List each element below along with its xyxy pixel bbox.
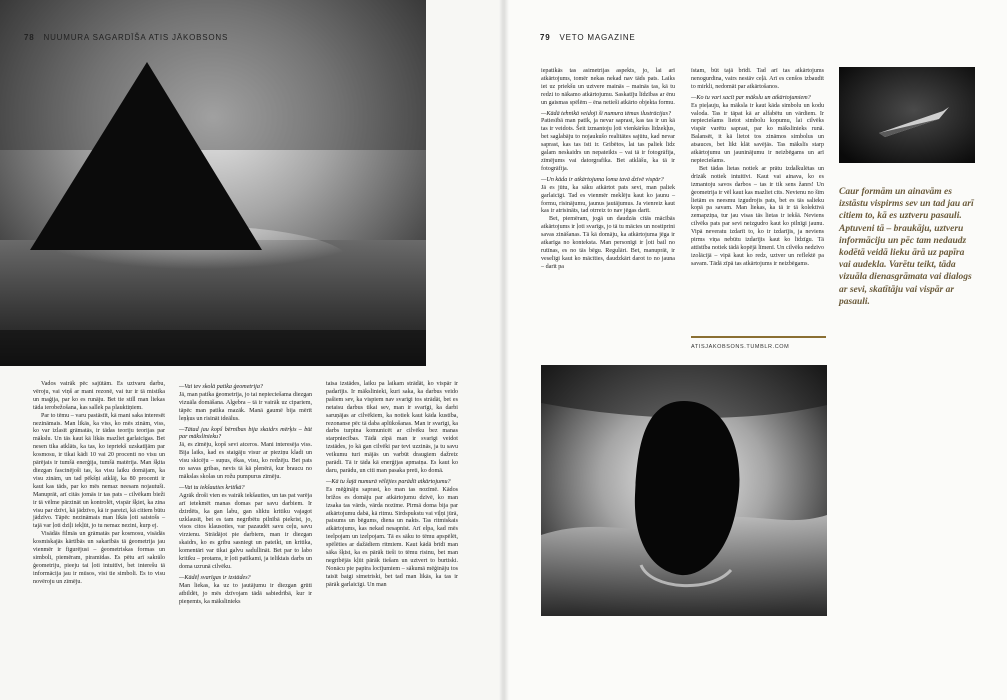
- interview-question: —Vai tev skolā patika ģeometrija?: [179, 384, 263, 390]
- bottom-image-void: [541, 365, 827, 616]
- text-column-1: [33, 381, 165, 587]
- paragraph: Jā, man patika ģeometrija, jo tai nepieciešama diezgan vizuāla domāšana. Algebra – tā ir vairāk uz cipariem, tāpēc man patika mazāk. Manā gaumē bija mērīt leņķus un risināt ideālus.: [179, 391, 312, 422]
- paragraph: Man liekas, ka uz to jautājumu ir diezgan grūti atbildēt, jo mēs dzīvojam tādā sabiedrībā, kur ir pieņemts, ka mākslinieks: [179, 582, 312, 605]
- interview-question: —Kādēļ svarīgas ir izstādes?: [179, 574, 251, 581]
- shard-photo-svg: [839, 67, 975, 163]
- right-folio: [540, 33, 636, 42]
- left-running-head: NUUMURA SAGARDĪŠA ATIS JĀKOBSONS: [43, 33, 229, 42]
- hero-image-triangle: [0, 0, 426, 366]
- paragraph: Vados vairāk pēc sajūtām. Es uztvaru darbu, vēroju, vai viņš ar mani rezonē, vai tur ir tā mistika un maģija, par ko es runāju. Bet tie still man liekas tāda ierobežošana, kas sallek pa plauktiņiem.: [33, 381, 165, 411]
- thumbnail-image-shard: [839, 67, 975, 163]
- text-column-5: [691, 68, 824, 269]
- triangle-photo-svg: [0, 0, 426, 366]
- pull-quote: Caur formām un ainavām es izstāstu vispirms sev un tad jau arī citiem to, kā es uztveru pasauli. Aptuveni tā – braukāju, uztveru informāciju un pēc tam nedaudz kodētā veidā lieku ārā uz papīra vai audekla. Varētu teikt, tāda vizuāla dienasgrāmata vai dialogs ar sevi, skatītāju vai vispār ar pasauli.: [839, 187, 974, 307]
- interview-question: —Kā tu šajā numurā vēlējies parādīt atkārtojumu?: [326, 478, 451, 485]
- paragraph: Agrāk droši vien es vairāk iekšauties, un tas pat varēja arī ietekmēt manas domas par savu darbiem. Ir dzirdēts, ka gan labu, gan sliktu kritiku vajagot uzklausīt, bet es tam negribētu pilnībā piekrist, jo, visos citos klausoties, var pazaudēt savu ceļu, savu virzienu. Strādājot pie darbiem, man ir diezgan skaidrs, ko es gribu sasniegt un pateikt, un kritika, komentāri var tikai galvu sadullināt. Bet par to labo kritiku – protams, ir ļoti patīkami, ja ieliktais darbs un doma uzrunā cilvēku.: [179, 492, 312, 570]
- interview-question: —Kādā tehnikā veidoji šī numura tēmas ilustrācijas?: [541, 110, 671, 117]
- artist-url: ATISJAKOBSONS.TUMBLR.COM: [691, 336, 826, 350]
- paragraph: Bet tādas lietas notiek ar prātu izdalkulētas un drīzāk notiek intuitīvi. Kaut vai ainava, ko es izmantoju savos darbos – tas ir tik sens žanrs! Un ģeometrija ir vēl kaut kas mazliet cits. Nevienu no šīm lietām es neesmu izgudrojis pats, bet es tās salieku kopā pa savam. Man liekas, ka tā ir tā kolektīvā zemapziņa, tur jau visas tās lietas ir iekšā. Neviens cilvēks pats par sevi neizgudro kaut ko pilnīgi jaunu. Vipā neveratu izdarīt to, ko ir izdarījis, ja neviens pirms viņa nebūtu izdarījis kaut ko līdzīgu. Tā attīstība notiek tādā kopējā līmenī. Un cilvēks nedzīvo izolācijā – vipā kaut ko redz, uztver un reflektē pa savam. Tādā zīpā tas atkārtojums ir neizbēgams.: [691, 165, 825, 267]
- paragraph: Jā, es zīmēju, kopš sevi atceros. Mani interesēja viss. Bija laiks, kad es staigāju visur ar pieziņu kladi un visu skicēju – suņus, ēkas, visu, ko redzēju. Bet pats no savas gribas, nevis tā kā plenērā, kur braucu no mākslas skolas un rožu pumpurus zīmēju.: [179, 442, 312, 480]
- text-column-3: [326, 381, 458, 590]
- interview-question: —Un kāda ir atkārtojuma loma tavā dzīvē vispār?: [541, 176, 664, 183]
- interview-question: —Vai tu iekšauties kritikā?: [179, 484, 245, 491]
- paragraph: Patiesībā man patīk, ja nevar saprast, kas tas ir un kā tas ir veidots. Šeit izmantoju ļoti vienkāršus līdzekļus, bet saglabāju to nojaukušo realitātes sajūtu, kad nevar saprast, kas tas īsti ir. Gribētos, lai tas paliek līdz galam neskaidrs un nepateikts – vai tā ir fotogrāfija, zīmējums vai datorgrafika. Bet atklāšu, ka tā ir fotogrāfija.: [541, 118, 675, 172]
- paragraph: Par to tēmu – varu pastāstīt, kā mani saka interesēt nezināmais. Man likās, ka viss, ko mēs zinām, viss, ko var izlasīt grāmatās, ir tādas teoriju teorijas par mākslu. Un tās kaut kā likās mazliet garlaicīgas. Bet nesen tika atklāts, ka tas, ko iepriekš uzskatījām par kosmosu, ir tikai kādi 10 vai 20 procenti no visu un pārējais ir tumšā enerģija, tumšā matērija. Man šķita diezgan fascinējoši tas, ka visu laiku domājam, ka visu zinām, un tad pēkšņi atklāj, ka 80 procenti ir kaut kas tāds, par ko mēs nemaz neesam nojautuši. Manuprāt, arī citās jomās ir tas pats – cilvēkam bieži ir tā vēlme pārzināt un kontrolēt, vispār šķiet, ka zina visu par dzīvi, kā jādzīvo, kā ir pareizi, kā citiem būtu jādzīvo. Tāpēc nezināmais man likās ļoti saistošs – tajā var ļoti dziļi iekļūt, jo tu nemaz nezini, kurp ej.: [33, 412, 165, 530]
- paragraph: Jā es jūtu, ka sāku atkārtot pats sevi, man paliek garlaicīgi. Tad es vienmēr meklēju kaut ko jaunu – formu, risinājumu, jaunus jautājumus. Ja vienreiz kaut kas ir atrisināts, tad otrreiz to nav jēgas darīt.: [541, 184, 675, 215]
- paragraph: īstam, būt tajā brīdī. Tad arī tas atkārtojums nenogurdina, vairs nestāv ceļā. Arī es cenšos izbaudīt to mirkli, nedomāt par atkārtošanos.: [691, 68, 824, 90]
- paragraph: iepatikās tas asimetrijas aspekts, jo, lai arī atkārtojums, tomēr nekas nekad nav tāds pats. Laiks iet uz priekšu un uztvere mainās – mainās tas, kā tu redzi to nākamo atkārtojumu. Saskatīju līdzības ar ēnu un gaismas spēlēm – ēna netieši atkārto objekta formu.: [541, 68, 675, 106]
- void-photo-svg: [541, 365, 827, 616]
- paragraph: Es pieļauju, ka māksla ir kaut kāda simbolu un kodu valoda. Tas ir tāpat kā ar alfabētu un vārdiem. Ir nepieciešams lietot simbolu kopumu, lai cilvēks vispār varētu saprast, par ko mākslinieks runā. Balansēt, it kā lietot tos zināmos simbolus un atsauces, bet likt klāt savējās. Tas mākslīs starp atkārtojumu un jauninājumu ir neizbēgams un arī nepieciešams.: [691, 102, 824, 164]
- left-page-number: 78: [24, 33, 35, 42]
- interview-question: —Ko tu vari sacīt par mākslu un atkārtojumiem?: [691, 94, 811, 101]
- interview-question: —Tātad jau kopš bērnības bija skaidrs mērķis – būt par mākslinieku?: [179, 426, 312, 441]
- paragraph: Bet, piemēram, jogā un daudzās citās mācībās atkārtojums ir ļoti svarīgs, jo tā tu mācies un nostiprini savas zināšanas. Tā kā domāju, ka atkārtojuma jēga ir atkarīga no konteksta. Man personīgi ir ļoti bail no rutīnas, es no tās bēgu. Regulāri. Bet, manuprāt, ir veselīgi kaut ko mācīties, daudzkārt darot to no jauna – darīt pa: [541, 216, 675, 270]
- right-page-number: 79: [540, 33, 551, 42]
- right-running-head: VETO MAGAZINE: [559, 33, 636, 42]
- text-column-4: [541, 68, 675, 272]
- paragraph: Es mēģināju saprast, ko man tas nozīmē. Kādos brīžos es domāju par atkārtojumu dzīvē, ko man izsaka tas vārds, vārda nozīme. Pirmā doma bija par atkārtojumu dabā, kā ritmu. Sirdspukstu vai viļņi jūrā, paisums un bēgums, diena un nakts. Tas ritmiskais atkārtojums, kas nekad nesapnīst. Arī elpa, kad mēs ieelpojam un izelpojam. Tā es sāku to tēmu apspēlēt, spēlēties ar dažādiem ritmiem. Kaut kādā brīdī man sāka šķist, ka es pārāk tieši to tēmu risinu, bet man negribējās kļūt pārāk tiešam un uztvert to burtiski. Nonācu pie papīra locījumiem – sākumā mēģināju tos taisīt baigi simetriski, bet tad man likās, ka tas ir pārāk garlaicīgi. Un man: [326, 486, 459, 588]
- page-gutter: [499, 0, 509, 700]
- text-column-2: [179, 381, 312, 606]
- paragraph: taisa izstādes, laiku pa laikam strādāt, ko vispār ir padarījis. Ir mākslinieki, kuri saka, ka darbus veido pašiem sev, ka vispiem nav svarīgi tos strādāt, bet es netaisu darbus tikai sev, man ir svarīgi, ka darbi saruņājas ar cilvēkiem, ka notiek kaut kāda kustība, rezonanse pēc tā daba aplūkošanas. Man ir svarīgi, ka darbs turpina komunicēt ar cilvēku bez manas starpniecības. Tādā zīpā man ir svarīgi veidot izstādes, jo kā gan cilvēki par tevi uzzinās, ja tu savu veikumu turi mājās un varbūt draugiem dažreiz parādi. Tā ir tāda kā enerģijas apmaiņa. Es kaut ko daru, parādu, un citi man pasaka preti, ko domā.: [326, 381, 458, 474]
- left-folio: [24, 33, 228, 42]
- paragraph: Visādās filmās un grāmatās par kosmosu, visādās kosmiskajās kārtībās un sakarībās tā ģeometrija jau vienmēr ir figurējusi – ģeometriskas formas un simboli, piemēram, piramīdas. Es pētu arī sakrālo ģeometriju, pieeju tai ļoti intuitīvi, bet interešu tā informācija jau ir mūsos, visi tie simboli. Es to visu novēroju un zīmēju.: [33, 531, 165, 585]
